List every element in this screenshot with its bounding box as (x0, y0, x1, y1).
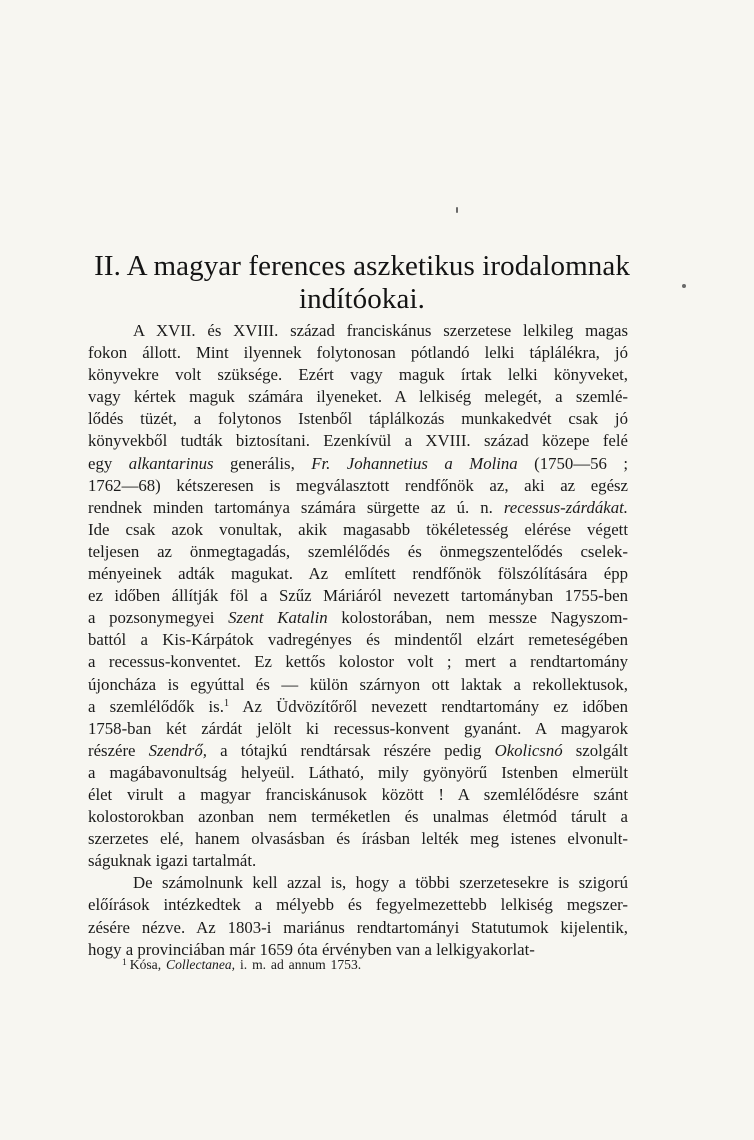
text-segment: rendnek minden tartománya számára sürgette az ú. n. (88, 497, 504, 517)
text-segment: De számolnunk kell azzal is, hogy a többi szerzetesekre is szigorú (133, 873, 628, 893)
text-segment: ményeinek adták magukat. Az említett rendfőnök fölszólítására épp (88, 564, 628, 584)
text-line (88, 563, 628, 585)
italic-text: Fr. Johannetius a Molina (311, 453, 518, 473)
text-line (88, 762, 628, 784)
text-line (88, 828, 628, 850)
text-line (88, 364, 628, 386)
italic-text: recessus-zárdákat. (503, 497, 628, 517)
text-line (88, 894, 628, 916)
text-segment: battól a Kis-Kárpátok vadregényes és mindentől elzárt remeteségében (88, 630, 628, 650)
text-line (88, 872, 628, 894)
text-segment: Ide csak azok vonultak, akik magasabb tökéletesség elérése végett (88, 519, 628, 539)
text-line (88, 674, 628, 696)
text-line (88, 541, 628, 563)
text-line (88, 696, 628, 718)
text-line (88, 585, 628, 607)
italic-text: alkantarinus (128, 453, 214, 473)
chapter-title-line: II. A magyar ferences aszketikus irodalomnak (94, 250, 630, 282)
footnote-text (130, 957, 361, 972)
text-segment: hogy a provinciában már 1659 óta érvényben van a lelkigyakorlat- (88, 939, 535, 959)
italic-text: Szent Katalin (228, 608, 328, 628)
text-segment: Az Üdvözítőről nevezett rendtartomány ez időben (229, 696, 629, 716)
text-line (88, 850, 628, 872)
print-speck (456, 207, 458, 213)
text-segment: szerzetes elé, hanem olvasásban és írásban lelték meg istenes elvonult- (88, 829, 628, 849)
footnote-marker: 1 (122, 958, 127, 968)
print-speck (682, 284, 686, 288)
text-segment: egy (88, 453, 129, 473)
text-segment: kolostorában, nem messze Nagyszom- (327, 608, 628, 628)
text-segment: 1762—68) kétszeresen is megválasztott rendfőnök az, aki az egész (88, 475, 628, 495)
text-segment: generális, (213, 453, 312, 473)
paragraph (88, 320, 628, 872)
text-segment: zésére nézve. Az 1803-i mariánus rendtartományi Statutumok kijelentik, (88, 917, 628, 937)
text-segment: részére (88, 740, 149, 760)
text-line (88, 718, 628, 740)
text-segment: szolgált (562, 740, 628, 760)
text-segment: (1750—56 ; (517, 453, 628, 473)
text-line (88, 408, 628, 430)
italic-text: Szendrő, (148, 740, 207, 760)
chapter-title (84, 250, 640, 316)
text-line (88, 386, 628, 408)
text-line (88, 519, 628, 541)
text-segment: élet virult a magyar franciskánusok között ! A szemlélődésre szánt (88, 784, 628, 804)
text-segment: könyvekből tudták biztosítani. Ezenkívül a XVIII. század közepe felé (88, 431, 628, 451)
paragraph (88, 872, 628, 960)
text-segment: ez időben állítják föl a Szűz Máriáról nevezett tartományban 1755-ben (88, 586, 628, 606)
text-segment: 1758-ban két zárdát jelölt ki recessus-konvent gyanánt. A magyarok (88, 718, 628, 738)
text-segment: könyvekre volt szüksége. Ezért vagy maguk írtak lelki könyveket, (88, 365, 628, 385)
text-segment: a pozsonymegyei (88, 608, 229, 628)
text-line (88, 629, 628, 651)
text-segment: a recessus-konventet. Ez kettős kolostor volt ; mert a rendtartomány (88, 652, 628, 672)
text-segment: a tótajkú rendtársak részére pedig (206, 740, 495, 760)
text-line (88, 342, 628, 364)
text-segment: lődés tüzét, a folytonos Istenből táplálkozás munkakedvét csak jó (88, 409, 628, 429)
italic-text: Collectanea, (166, 957, 236, 972)
text-line (88, 651, 628, 673)
text-line (88, 320, 628, 342)
text-segment: a szemlélődők is. (88, 696, 224, 716)
text-segment: A XVII. és XVIII. század franciskánus szerzetese lelkileg magas (133, 321, 628, 340)
text-line (88, 607, 628, 629)
italic-text: Okolicsnó (494, 740, 563, 760)
text-segment: előírások intézkedtek a mélyebb és fegyelmezettebb lelkiség megszer- (88, 895, 628, 915)
body-text (88, 320, 628, 961)
chapter-title-line: indítóokai. (299, 283, 425, 315)
text-line (88, 453, 628, 475)
text-line (88, 430, 628, 452)
text-line (88, 917, 628, 939)
text-segment: ságuknak igazi tartalmát. (88, 851, 257, 871)
text-line (88, 784, 628, 806)
text-segment: vagy kértek maguk számára ilyeneket. A lelkiség melegét, a szemlé- (88, 387, 628, 407)
footnote (122, 956, 361, 974)
text-segment: újoncháza is egyúttal és — külön szárnyon ott laktak a rekollektusok, (88, 674, 628, 694)
text-segment: teljesen az önmegtagadás, szemlélődés és önmegszentelődés cselek- (88, 541, 628, 561)
text-line (88, 740, 628, 762)
text-segment: a magábavonultság helyeül. Látható, mily gyönyörű Istenben elmerült (88, 762, 628, 782)
text-line (88, 806, 628, 828)
text-segment: Kósa, (129, 957, 166, 972)
text-segment: i. m. ad annum 1753. (235, 957, 362, 972)
text-segment: kolostorokban azonban nem terméketlen és unalmas életmód tárult a (88, 807, 628, 827)
footnote-reference: 1 (223, 697, 230, 709)
text-segment: fokon állott. Mint ilyennek folytonosan pótlandó lelki táplálékra, jó (88, 343, 628, 363)
text-line (88, 475, 628, 497)
text-line (88, 497, 628, 519)
